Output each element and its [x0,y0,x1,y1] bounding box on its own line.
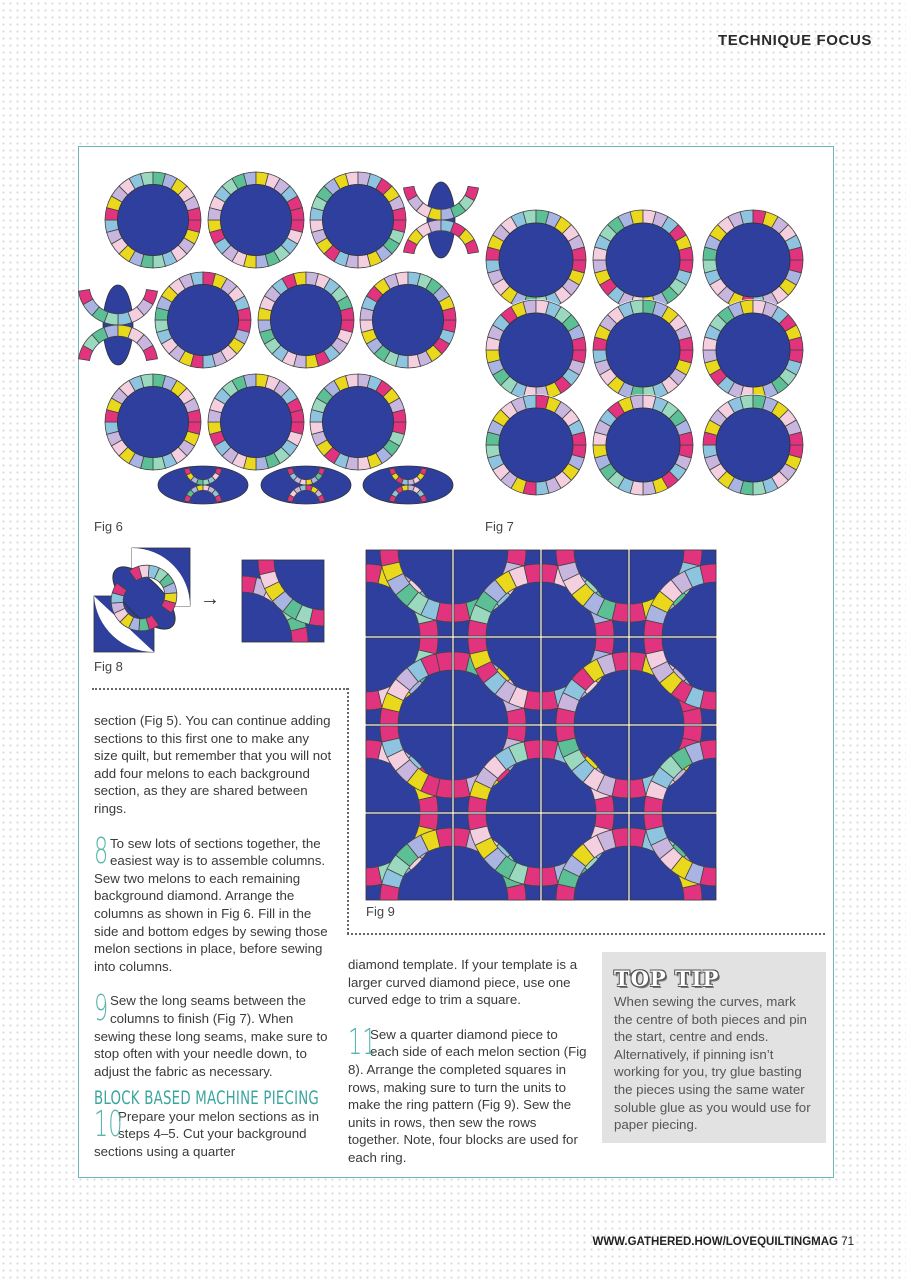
column-1 [94,712,334,1178]
fig6-illustration [88,160,458,520]
step-8-number: 8 [94,830,109,872]
ring-centre [716,313,790,387]
step-11 [348,1021,588,1167]
divider-vertical [347,688,349,934]
ring-centre [220,386,291,457]
step-8 [94,830,334,976]
fig9-caption: Fig 9 [366,904,395,919]
step-9-number: 9 [94,988,109,1030]
ring-centre [270,284,341,355]
ring-centre [716,408,790,482]
paragraph-continued: diamond template. If your template is a larger curved diamond piece, use one curved edge to trim a square. [348,957,578,1008]
subheading: BLOCK BASED MACHINE PIECING [94,1087,320,1110]
melon-unit [363,466,453,504]
fig7-caption: Fig 7 [485,519,514,534]
fig8-caption: Fig 8 [94,659,123,674]
ring-centre [117,184,188,255]
top-tip-box [602,952,826,1143]
arrow-icon: → [200,588,220,610]
melon-unit [261,466,351,504]
ring-centre [220,184,291,255]
step-11-text: Sew a quarter diamond piece to each side of each melon section (Fig 8). Arrange the completed squares in rows, making sure to turn the units to make the ring pattern (Fig 9). Sew the units in rows, then sew the rows together. Note, four blocks are used for each ring. [348,1026,587,1165]
ring-centre [499,223,573,297]
ring-centre [322,386,393,457]
page-number: 71 [841,1236,854,1248]
ring-centre [167,284,238,355]
section-header: TECHNIQUE FOCUS [717,32,872,49]
step-10-text: Prepare your melon sections as in steps 4–5. Cut your background sections using a quarter [94,1108,320,1160]
top-tip-text: When sewing the curves, mark the centre of both pieces and pin the start, centre and ends. Alternatively, if pinning isn’t working for you, try glue basting the pieces using the same water soluble glue as you would use for paper piecing. [614,994,811,1133]
top-tip-title: TOP TIP [614,966,720,991]
ring-centre [322,184,393,255]
step-9 [94,988,334,1080]
fig9-illustration [366,550,718,898]
paragraph-intro: section (Fig 5). You can continue adding sections to this first one to make any size quilt, but remember that you will not add four melons to each background section, as they are shared between rings. [94,713,332,816]
ring-centre [372,284,443,355]
melon-unit [78,285,157,365]
step-10-number: 10 [94,1103,123,1145]
step-11-number: 11 [348,1021,377,1063]
ring-centre [606,408,680,482]
ring-centre [499,408,573,482]
ring-centre [499,313,573,387]
footer [592,1236,854,1248]
ring-centre [716,223,790,297]
ring-centre [606,313,680,387]
divider-top-left [92,688,348,690]
fig7-illustration [478,200,828,520]
ring-centre [606,223,680,297]
footer-url: WWW.GATHERED.HOW/LOVEQUILTINGMAG [592,1236,838,1248]
step-9-text: Sew the long seams between the columns to finish (Fig 7). When sewing these long seams, make sure to stop often with your needle down, to adjust the fabric as necessary. [94,993,328,1079]
melon-unit [158,466,248,504]
column-2 [348,956,588,1184]
divider-middle [347,933,825,935]
step-8-text: To sew lots of sections together, the easiest way is to assemble columns. Sew two melons to each remaining background diamond. Arrange the columns as shown in Fig 6. Fill in the side and bottom edges by sewing those melon sections in place, before sewing into columns. [94,835,328,974]
fig6-caption: Fig 6 [94,519,123,534]
step-10 [94,1103,334,1161]
ring-centre [117,386,188,457]
